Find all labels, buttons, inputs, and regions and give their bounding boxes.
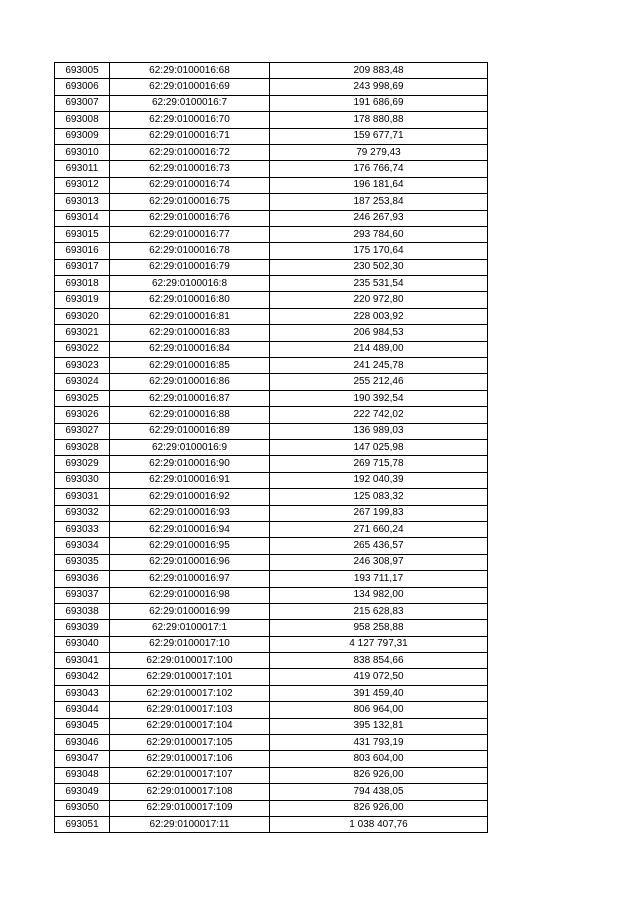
row-number-cell: 693017 (55, 259, 110, 275)
table-row (55, 95, 488, 111)
cadastral-number-cell: 62:29:0100016:93 (110, 505, 270, 521)
cadastral-number-cell: 62:29:0100017:108 (110, 784, 270, 800)
table-row (55, 63, 488, 79)
table-row (55, 276, 488, 292)
table-row (55, 751, 488, 767)
row-number-cell: 693014 (55, 210, 110, 226)
cadastral-number-cell: 62:29:0100016:86 (110, 374, 270, 390)
table-row (55, 816, 488, 832)
row-number-cell: 693041 (55, 653, 110, 669)
cadastral-number-cell: 62:29:0100016:87 (110, 390, 270, 406)
cadastral-number-cell: 62:29:0100017:104 (110, 718, 270, 734)
row-number-cell: 693029 (55, 456, 110, 472)
row-number-cell: 693031 (55, 489, 110, 505)
cadastral-number-cell: 62:29:0100016:7 (110, 95, 270, 111)
table-row (55, 79, 488, 95)
value-cell: 134 982,00 (270, 587, 488, 603)
row-number-cell: 693033 (55, 521, 110, 537)
table-row (55, 259, 488, 275)
cadastral-number-cell: 62:29:0100016:72 (110, 144, 270, 160)
table-row (55, 489, 488, 505)
table-row (55, 800, 488, 816)
cadastral-number-cell: 62:29:0100016:85 (110, 358, 270, 374)
cadastral-number-cell: 62:29:0100016:79 (110, 259, 270, 275)
table-row (55, 636, 488, 652)
cadastral-number-cell: 62:29:0100016:70 (110, 112, 270, 128)
row-number-cell: 693040 (55, 636, 110, 652)
value-cell: 806 964,00 (270, 702, 488, 718)
row-number-cell: 693011 (55, 161, 110, 177)
row-number-cell: 693026 (55, 407, 110, 423)
table-row (55, 702, 488, 718)
table-row (55, 358, 488, 374)
table-row (55, 292, 488, 308)
row-number-cell: 693024 (55, 374, 110, 390)
table-row (55, 407, 488, 423)
value-cell: 159 677,71 (270, 128, 488, 144)
table-row (55, 603, 488, 619)
value-cell: 431 793,19 (270, 735, 488, 751)
value-cell: 235 531,54 (270, 276, 488, 292)
value-cell: 269 715,78 (270, 456, 488, 472)
value-cell: 222 742,02 (270, 407, 488, 423)
value-cell: 419 072,50 (270, 669, 488, 685)
table-body (55, 63, 488, 833)
table-row (55, 374, 488, 390)
cadastral-number-cell: 62:29:0100016:91 (110, 472, 270, 488)
row-number-cell: 693042 (55, 669, 110, 685)
row-number-cell: 693043 (55, 685, 110, 701)
value-cell: 838 854,66 (270, 653, 488, 669)
cadastral-number-cell: 62:29:0100016:84 (110, 341, 270, 357)
row-number-cell: 693005 (55, 63, 110, 79)
table-row (55, 112, 488, 128)
table-row (55, 325, 488, 341)
value-cell: 958 258,88 (270, 620, 488, 636)
cadastral-number-cell: 62:29:0100016:9 (110, 439, 270, 455)
value-cell: 206 984,53 (270, 325, 488, 341)
table-row (55, 669, 488, 685)
cadastral-number-cell: 62:29:0100016:89 (110, 423, 270, 439)
value-cell: 246 267,93 (270, 210, 488, 226)
table-row (55, 243, 488, 259)
table-row (55, 521, 488, 537)
row-number-cell: 693021 (55, 325, 110, 341)
table-row (55, 128, 488, 144)
table-row (55, 390, 488, 406)
value-cell: 214 489,00 (270, 341, 488, 357)
table-row (55, 718, 488, 734)
value-cell: 220 972,80 (270, 292, 488, 308)
row-number-cell: 693022 (55, 341, 110, 357)
cadastral-number-cell: 62:29:0100016:97 (110, 571, 270, 587)
value-cell: 826 926,00 (270, 767, 488, 783)
table-row (55, 554, 488, 570)
value-cell: 826 926,00 (270, 800, 488, 816)
value-cell: 228 003,92 (270, 308, 488, 324)
value-cell: 190 392,54 (270, 390, 488, 406)
row-number-cell: 693018 (55, 276, 110, 292)
cadastral-number-cell: 62:29:0100016:81 (110, 308, 270, 324)
row-number-cell: 693028 (55, 439, 110, 455)
value-cell: 267 199,83 (270, 505, 488, 521)
value-cell: 176 766,74 (270, 161, 488, 177)
cadastral-number-cell: 62:29:0100016:95 (110, 538, 270, 554)
table-row (55, 177, 488, 193)
value-cell: 243 998,69 (270, 79, 488, 95)
cadastral-number-cell: 62:29:0100016:96 (110, 554, 270, 570)
cadastral-number-cell: 62:29:0100016:74 (110, 177, 270, 193)
row-number-cell: 693008 (55, 112, 110, 128)
cadastral-number-cell: 62:29:0100017:105 (110, 735, 270, 751)
value-cell: 803 604,00 (270, 751, 488, 767)
value-cell: 79 279,43 (270, 144, 488, 160)
value-cell: 271 660,24 (270, 521, 488, 537)
cadastral-number-cell: 62:29:0100016:68 (110, 63, 270, 79)
table-row (55, 456, 488, 472)
row-number-cell: 693045 (55, 718, 110, 734)
value-cell: 125 083,32 (270, 489, 488, 505)
cadastral-number-cell: 62:29:0100016:76 (110, 210, 270, 226)
row-number-cell: 693025 (55, 390, 110, 406)
row-number-cell: 693006 (55, 79, 110, 95)
value-cell: 293 784,60 (270, 226, 488, 242)
row-number-cell: 693013 (55, 194, 110, 210)
row-number-cell: 693032 (55, 505, 110, 521)
value-cell: 136 989,03 (270, 423, 488, 439)
cadastral-number-cell: 62:29:0100016:88 (110, 407, 270, 423)
row-number-cell: 693044 (55, 702, 110, 718)
cadastral-number-cell: 62:29:0100016:73 (110, 161, 270, 177)
table-row (55, 226, 488, 242)
row-number-cell: 693015 (55, 226, 110, 242)
cadastral-number-cell: 62:29:0100017:106 (110, 751, 270, 767)
value-cell: 4 127 797,31 (270, 636, 488, 652)
value-cell: 178 880,88 (270, 112, 488, 128)
value-cell: 246 308,97 (270, 554, 488, 570)
table-row (55, 571, 488, 587)
row-number-cell: 693012 (55, 177, 110, 193)
table-row (55, 439, 488, 455)
cadastral-number-cell: 62:29:0100016:69 (110, 79, 270, 95)
cadastral-number-cell: 62:29:0100016:99 (110, 603, 270, 619)
row-number-cell: 693009 (55, 128, 110, 144)
table-row (55, 505, 488, 521)
row-number-cell: 693023 (55, 358, 110, 374)
value-cell: 196 181,64 (270, 177, 488, 193)
row-number-cell: 693051 (55, 816, 110, 832)
row-number-cell: 693046 (55, 735, 110, 751)
row-number-cell: 693047 (55, 751, 110, 767)
cadastral-number-cell: 62:29:0100016:78 (110, 243, 270, 259)
value-cell: 192 040,39 (270, 472, 488, 488)
table-row (55, 144, 488, 160)
value-cell: 209 883,48 (270, 63, 488, 79)
value-cell: 230 502,30 (270, 259, 488, 275)
value-cell: 395 132,81 (270, 718, 488, 734)
row-number-cell: 693019 (55, 292, 110, 308)
value-cell: 265 436,57 (270, 538, 488, 554)
row-number-cell: 693027 (55, 423, 110, 439)
row-number-cell: 693034 (55, 538, 110, 554)
cadastral-number-cell: 62:29:0100016:8 (110, 276, 270, 292)
row-number-cell: 693039 (55, 620, 110, 636)
cadastral-number-cell: 62:29:0100017:101 (110, 669, 270, 685)
cadastral-number-cell: 62:29:0100016:90 (110, 456, 270, 472)
cadastral-value-table (54, 62, 488, 833)
table-row (55, 685, 488, 701)
value-cell: 255 212,46 (270, 374, 488, 390)
row-number-cell: 693050 (55, 800, 110, 816)
row-number-cell: 693049 (55, 784, 110, 800)
table-row (55, 587, 488, 603)
value-cell: 175 170,64 (270, 243, 488, 259)
cadastral-number-cell: 62:29:0100016:75 (110, 194, 270, 210)
row-number-cell: 693020 (55, 308, 110, 324)
table-row (55, 161, 488, 177)
cadastral-number-cell: 62:29:0100017:10 (110, 636, 270, 652)
row-number-cell: 693010 (55, 144, 110, 160)
row-number-cell: 693030 (55, 472, 110, 488)
row-number-cell: 693037 (55, 587, 110, 603)
row-number-cell: 693016 (55, 243, 110, 259)
table-row (55, 472, 488, 488)
cadastral-number-cell: 62:29:0100016:71 (110, 128, 270, 144)
cadastral-number-cell: 62:29:0100017:1 (110, 620, 270, 636)
row-number-cell: 693048 (55, 767, 110, 783)
table-row (55, 308, 488, 324)
value-cell: 391 459,40 (270, 685, 488, 701)
table-row (55, 341, 488, 357)
table-row (55, 735, 488, 751)
table-row (55, 620, 488, 636)
row-number-cell: 693038 (55, 603, 110, 619)
cadastral-number-cell: 62:29:0100016:94 (110, 521, 270, 537)
value-cell: 241 245,78 (270, 358, 488, 374)
cadastral-number-cell: 62:29:0100017:11 (110, 816, 270, 832)
value-cell: 147 025,98 (270, 439, 488, 455)
value-cell: 794 438,05 (270, 784, 488, 800)
cadastral-number-cell: 62:29:0100016:83 (110, 325, 270, 341)
value-cell: 1 038 407,76 (270, 816, 488, 832)
cadastral-number-cell: 62:29:0100017:107 (110, 767, 270, 783)
cadastral-number-cell: 62:29:0100017:103 (110, 702, 270, 718)
cadastral-number-cell: 62:29:0100017:100 (110, 653, 270, 669)
table-row (55, 784, 488, 800)
value-cell: 215 628,83 (270, 603, 488, 619)
cadastral-number-cell: 62:29:0100017:109 (110, 800, 270, 816)
table-row (55, 194, 488, 210)
cadastral-number-cell: 62:29:0100016:98 (110, 587, 270, 603)
row-number-cell: 693007 (55, 95, 110, 111)
table-row (55, 423, 488, 439)
table-row (55, 653, 488, 669)
cadastral-number-cell: 62:29:0100016:80 (110, 292, 270, 308)
value-cell: 191 686,69 (270, 95, 488, 111)
cadastral-number-cell: 62:29:0100016:77 (110, 226, 270, 242)
value-cell: 193 711,17 (270, 571, 488, 587)
table-row (55, 538, 488, 554)
row-number-cell: 693035 (55, 554, 110, 570)
cadastral-number-cell: 62:29:0100016:92 (110, 489, 270, 505)
value-cell: 187 253,84 (270, 194, 488, 210)
table-row (55, 767, 488, 783)
table-row (55, 210, 488, 226)
row-number-cell: 693036 (55, 571, 110, 587)
cadastral-number-cell: 62:29:0100017:102 (110, 685, 270, 701)
